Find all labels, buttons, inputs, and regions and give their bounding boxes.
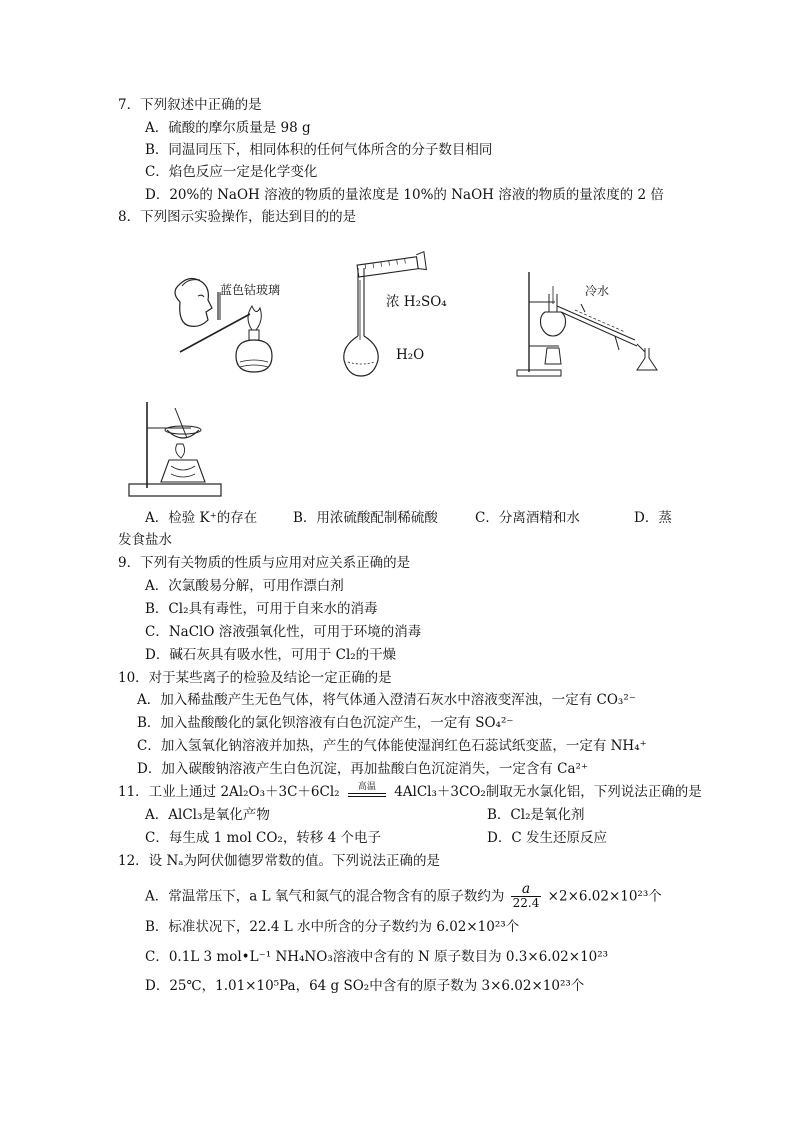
q9-option-c: C．NaClO 溶液强氧化性，可用于环境的消毒 (145, 624, 422, 640)
q12-stem: 12．设 Nₐ为阿伏伽德罗常数的值。下列说法正确的是 (118, 853, 440, 869)
q8-option-d: D．蒸 (634, 510, 672, 526)
q8-option-d-cont: 发食盐水 (118, 532, 172, 548)
q7-stem: 7．下列叙述中正确的是 (118, 97, 262, 113)
evaporation-figure (125, 400, 225, 500)
q12-option-a-post: ×2×6.02×10²³个 (547, 888, 662, 905)
q8-option-a: A．检验 K⁺的存在 (145, 510, 258, 526)
q12-option-b: B．标准状况下，22.4 L 水中所含的分子数约为 6.02×10²³个 (145, 919, 520, 935)
q12-option-c: C．0.1L 3 mol•L⁻¹ NH₄NO₃溶液中含有的 N 原子数目为 0.3×6.02×10²³ (145, 949, 609, 965)
water-label: H₂O (396, 347, 425, 363)
reaction-condition: 高温 (357, 782, 376, 792)
q11-stem-post: 4AlCl₃＋3CO₂制取无水氯化铝，下列说法正确的是 (394, 784, 702, 800)
q11-option-d: D．C 发生还原反应 (487, 830, 607, 846)
q10-option-c: C．加入氢氧化钠溶液并加热，产生的气体能使湿润红色石蕊试纸变蓝，一定有 NH₄⁺ (137, 738, 647, 754)
q12-option-d: D．25℃，1.01×10⁵Pa，64 g SO₂中含有的原子数为 3×6.02×10²³个 (145, 978, 585, 994)
q7-option-a: A．硫酸的摩尔质量是 98 g (145, 120, 311, 136)
q11-stem-pre: 11．工业上通过 2Al₂O₃＋3C＋6Cl₂ (118, 784, 340, 800)
reaction-arrow (344, 783, 390, 797)
q10-option-b: B．加入盐酸酸化的氯化钡溶液有白色沉淀产生，一定有 SO₄²⁻ (137, 715, 514, 731)
q9-option-b: B．Cl₂具有毒性，可用于自来水的消毒 (145, 601, 378, 617)
fraction-numerator: a (521, 881, 531, 897)
conc-acid-label: 浓 H₂SO₄ (386, 294, 447, 310)
q8-stem: 8．下列图示实验操作，能达到目的的是 (118, 209, 357, 225)
cobalt-glass-label: 蓝色钴玻璃 (220, 283, 281, 297)
q11-option-c: C．每生成 1 mol CO₂，转移 4 个电子 (145, 830, 382, 846)
q9-option-a: A．次氯酸易分解，可用作漂白剂 (145, 578, 344, 594)
q7-option-c: C．焰色反应一定是化学变化 (145, 164, 318, 180)
q12-option-a (145, 883, 662, 911)
q11-stem (118, 783, 702, 801)
q11-option-a: A．AlCl₃是氧化产物 (145, 807, 270, 823)
fraction-denominator: 22.4 (512, 896, 540, 910)
q10-option-d: D．加入碳酸钠溶液产生白色沉淀，再加盐酸白色沉淀消失，一定含有 Ca²⁺ (137, 761, 589, 777)
q8-option-b: B．用浓硫酸配制稀硫酸 (293, 510, 438, 526)
q7-option-b: B．同温同压下，相同体积的任何气体所含的分子数目相同 (145, 142, 493, 158)
q7-option-d: D．20%的 NaOH 溶液的物质的量浓度是 10%的 NaOH 溶液的物质的量浓度的 2 倍 (145, 187, 664, 203)
q9-option-d: D．碱石灰具有吸水性，可用于 Cl₂的干燥 (145, 647, 397, 663)
fraction (511, 882, 542, 910)
q11-option-b: B．Cl₂是氧化剂 (487, 807, 585, 823)
q8-option-c: C．分离酒精和水 (475, 510, 580, 526)
q12-option-a-pre: A．常温常压下，a L 氧气和氮气的混合物含有的原子数约为 (145, 888, 505, 905)
cold-water-label: 冷水 (585, 284, 610, 298)
q10-option-a: A．加入稀盐酸产生无色气体，将气体通入澄清石灰水中溶液变浑浊，一定有 CO₃²⁻ (137, 692, 636, 708)
q10-stem: 10．对于某些离子的检验及结论一定正确的是 (118, 670, 392, 686)
q9-stem: 9．下列有关物质的性质与应用对应关系正确的是 (118, 555, 411, 571)
